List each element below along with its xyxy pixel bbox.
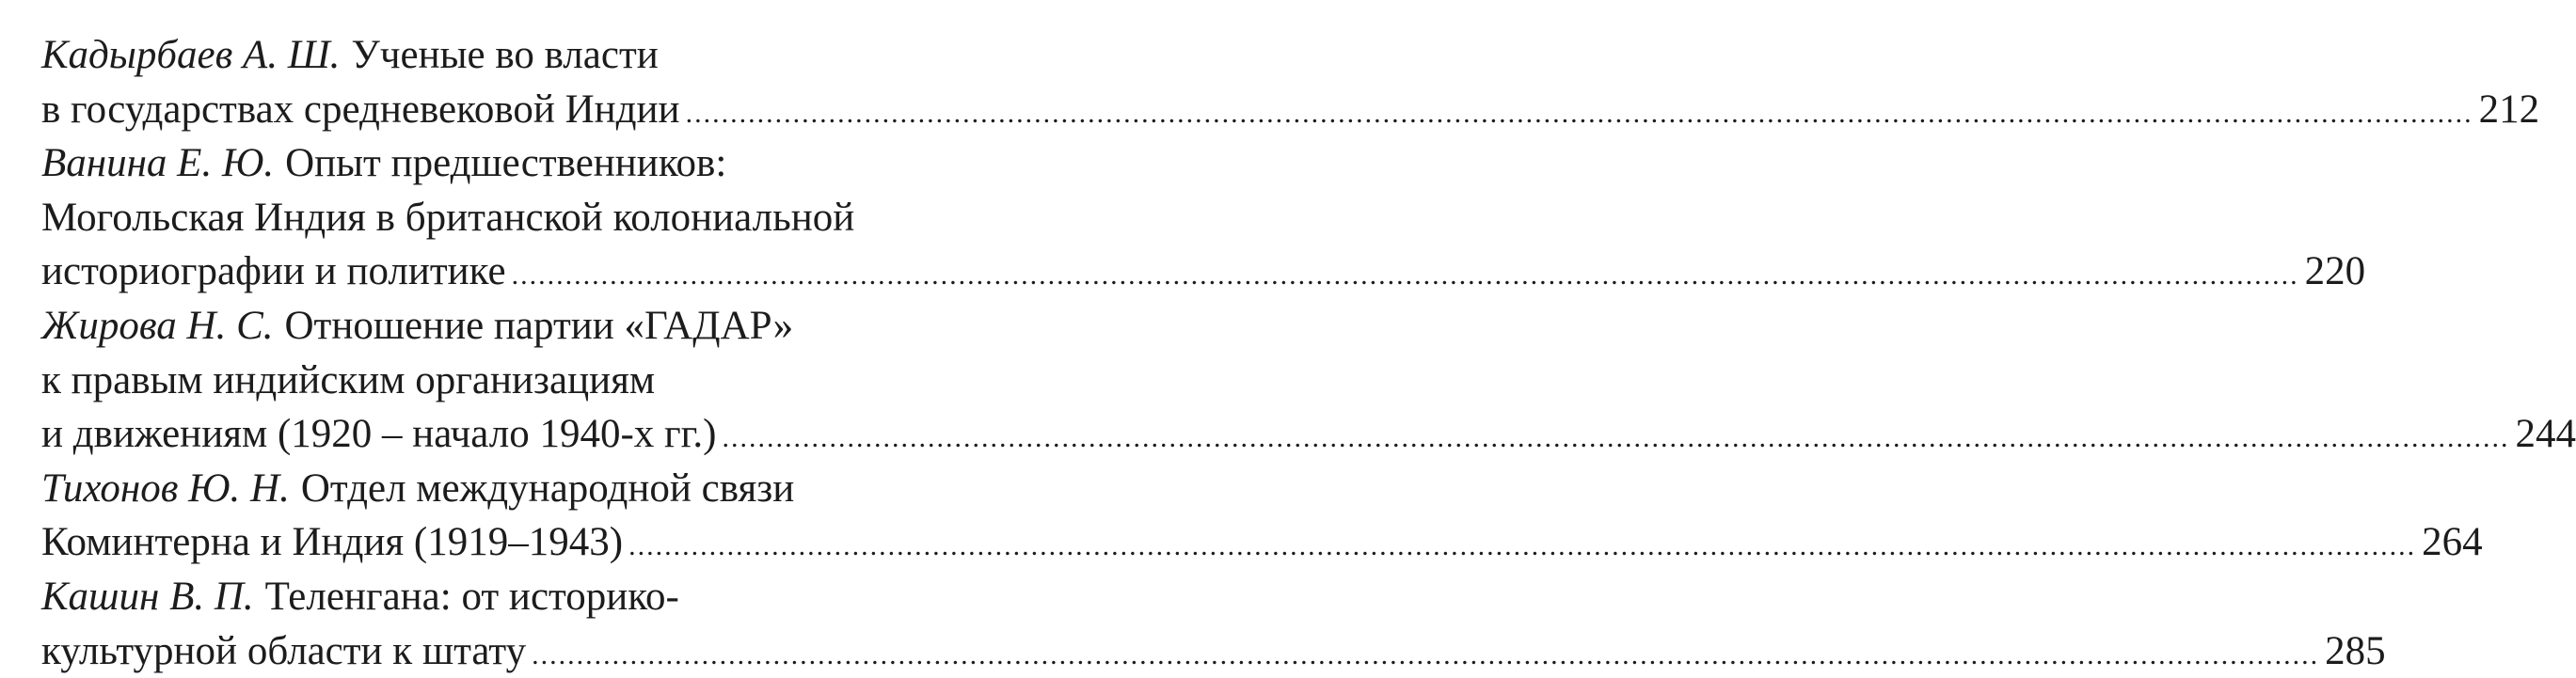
toc-entry-title: Коминтерна и Индия (1919–1943): [41, 515, 623, 570]
toc-entry-line: [41, 407, 1080, 462]
toc-entry: [41, 136, 1080, 299]
dot-leader: ........................................................................................................................................................................................................: [512, 261, 2299, 290]
toc-entry: [41, 570, 1080, 678]
toc-entry: [41, 462, 1080, 570]
toc-entry-page-number[interactable]: 244: [2516, 407, 2576, 462]
toc-entry-title: в государствах средневековой Индии: [41, 83, 680, 137]
toc-entry-line: [41, 462, 1080, 516]
toc-entry-line: [41, 136, 1080, 191]
toc-entry-line: [41, 354, 1080, 408]
toc-entry-title: Опыт предшественников:: [285, 136, 726, 191]
toc-entry-author: Кадырбаев А. Ш.: [41, 28, 340, 83]
toc-entry-page-number[interactable]: 212: [2479, 83, 2540, 137]
toc-entry-line: [41, 570, 1080, 624]
toc-entry-author: Ванина Е. Ю.: [41, 136, 274, 191]
toc-entry-author: Жирова Н. С.: [41, 299, 274, 354]
toc-entry-title: Могольская Индия в британской колониальной: [41, 191, 854, 245]
toc-entry-line: [41, 299, 1080, 354]
toc-entry-page-number[interactable]: 264: [2422, 515, 2483, 570]
toc-entry-title: историографии и политике: [41, 244, 506, 299]
toc-entry-line: [41, 191, 1080, 245]
toc-entry-title: Ученые во власти: [351, 28, 658, 83]
toc-entry-line: [41, 624, 1080, 678]
toc-entry-title: Отдел международной связи: [301, 462, 794, 516]
toc-entry-line: [41, 515, 1080, 570]
toc-entry-title: и движениям (1920 – начало 1940-х гг.): [41, 407, 717, 462]
toc-entry-title: культурной области к штату: [41, 624, 526, 678]
toc-entry-page-number[interactable]: 285: [2325, 624, 2386, 678]
toc-entry-author: Кашин В. П.: [41, 570, 254, 624]
dot-leader: ........................................................................................................................................................................................................: [723, 424, 2510, 452]
toc-entry-title: к правым индийским организациям: [41, 354, 655, 408]
toc-entry-title: Теленгана: от историко-: [265, 570, 679, 624]
toc-entry: [41, 28, 1080, 136]
toc-entry-title: Отношение партии «ГАДАР»: [285, 299, 794, 354]
toc-entry-line: [41, 28, 1080, 83]
table-of-contents: [41, 28, 1080, 678]
toc-entry: [41, 299, 1080, 462]
toc-entry-page-number[interactable]: 220: [2305, 244, 2366, 299]
dot-leader: ........................................................................................................................................................................................................: [686, 100, 2473, 128]
toc-entry-line: [41, 83, 1080, 137]
toc-entry-line: [41, 244, 1080, 299]
dot-leader: ........................................................................................................................................................................................................: [628, 532, 2416, 560]
dot-leader: ........................................................................................................................................................................................................: [532, 641, 2319, 670]
toc-entry-author: Тихонов Ю. Н.: [41, 462, 290, 516]
